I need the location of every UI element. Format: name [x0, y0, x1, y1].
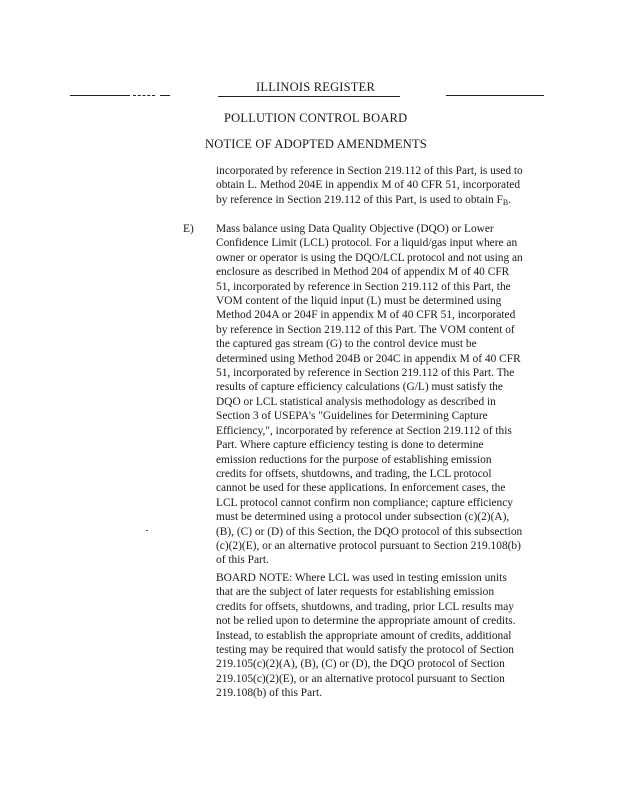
- board-title: POLLUTION CONTROL BOARD: [224, 111, 408, 125]
- register-title: ILLINOIS REGISTER: [256, 80, 376, 94]
- item-e-line: Confidence Limit (LCL) protocol. For a liquid/gas input where an: [216, 237, 518, 250]
- item-e-line: Section 3 of USEPA's "Guidelines for Determining Capture: [216, 410, 488, 423]
- item-e-line: credits for offsets, shutdowns, and trading, the LCL protocol: [216, 467, 492, 480]
- board-note-line: not be relied upon to determine the appropriate amount of credits.: [216, 615, 516, 628]
- header-rule-right: [446, 95, 544, 96]
- header-rule-left-short: [160, 95, 170, 96]
- stray-mark: [146, 530, 148, 531]
- item-e-line: determined using Method 204B or 204C in appendix M of 40 CFR: [216, 352, 521, 365]
- item-e-line: (B), (C) or (D) of this Section, the DQO protocol of this subsection: [216, 525, 523, 538]
- item-e-line: emission reductions for the purpose of establishing emission: [216, 453, 492, 466]
- board-note-line: BOARD NOTE: Where LCL was used in testing emission units: [216, 572, 507, 584]
- item-e-line: 51, incorporated by reference in Section 219.112 of this Part. The: [216, 367, 515, 380]
- item-e-line: (c)(2)(E), or an alternative protocol pursuant to Section 219.108(b): [216, 539, 521, 552]
- item-e-line: results of capture efficiency calculations (G/L) must satisfy the: [216, 381, 503, 394]
- continuation-line: incorporated by reference in Section 219.112 of this Part, is used to: [216, 165, 523, 177]
- item-e-line: Method 204A or 204F in appendix M of 40 CFR 51, incorporated: [216, 309, 516, 322]
- continuation-line-text: by reference in Section 219.112 of this Part, is used to obtain F: [216, 193, 503, 206]
- continuation-paragraph: [216, 164, 544, 207]
- item-e-line: Mass balance using Data Quality Objective (DQO) or Lower: [216, 223, 494, 235]
- item-e-line: VOM content of the liquid input (L) must be determined using: [216, 295, 502, 308]
- board-note-line: testing may be required that would satisfy the protocol of Section: [216, 644, 514, 657]
- item-e-line: owner or operator is using the DQO/LCL protocol and not using an: [216, 251, 523, 264]
- board-note-line: that are the subject of later requests for establishing emission: [216, 586, 495, 599]
- item-e-line: Efficiency,", incorporated by reference at Section 219.112 of this: [216, 424, 512, 437]
- notice-title: NOTICE OF ADOPTED AMENDMENTS: [205, 137, 427, 151]
- board-note-line: 219.108(b) of this Part.: [216, 687, 322, 700]
- board-note-line: 219.105(c)(2)(E), or an alternative protocol pursuant to Section: [216, 672, 505, 685]
- item-e-label: E): [183, 223, 194, 235]
- item-e-line: must be determined using a protocol under subsection (c)(2)(A),: [216, 511, 510, 524]
- item-e-line: enclosure as described in Method 204 of appendix M of 40 CFR: [216, 266, 510, 279]
- item-e-line: 51, incorporated by reference in Section 219.112 of this Part, the: [216, 280, 511, 293]
- continuation-line: [216, 193, 544, 207]
- board-note-line: 219.105(c)(2)(A), (B), (C) or (D), the DQO protocol of Section: [216, 658, 505, 671]
- item-e-line: Part. Where capture efficiency testing is done to determine: [216, 439, 484, 452]
- board-note-line: credits for offsets, shutdowns, and trading, prior LCL results may: [216, 600, 515, 613]
- continuation-end: .: [508, 193, 512, 206]
- item-e-line: DQO or LCL statistical analysis methodology as described in: [216, 395, 496, 408]
- item-e-paragraph: [216, 222, 544, 568]
- item-e-line: of this Part.: [216, 554, 269, 567]
- item-e-line: LCL protocol cannot confirm non compliance; capture efficiency: [216, 496, 513, 509]
- header-rule-center: [218, 96, 400, 97]
- board-note-line: Instead, to establish the appropriate amount of credits, additional: [216, 629, 512, 642]
- header-rule-left-dashed: [133, 95, 155, 96]
- item-e-line: cannot be used for these applications. In enforcement cases, the: [216, 482, 506, 495]
- continuation-line: obtain L. Method 204E in appendix M of 40 CFR 51, incorporated: [216, 179, 521, 192]
- item-e-line: by reference in Section 219.112 of this Part. The VOM content of: [216, 323, 515, 336]
- subscript-b: B: [502, 197, 509, 207]
- header-rule-left: [70, 95, 130, 96]
- item-e-line: the captured gas stream (G) to the control device must be: [216, 338, 477, 351]
- board-note-paragraph: [216, 571, 544, 701]
